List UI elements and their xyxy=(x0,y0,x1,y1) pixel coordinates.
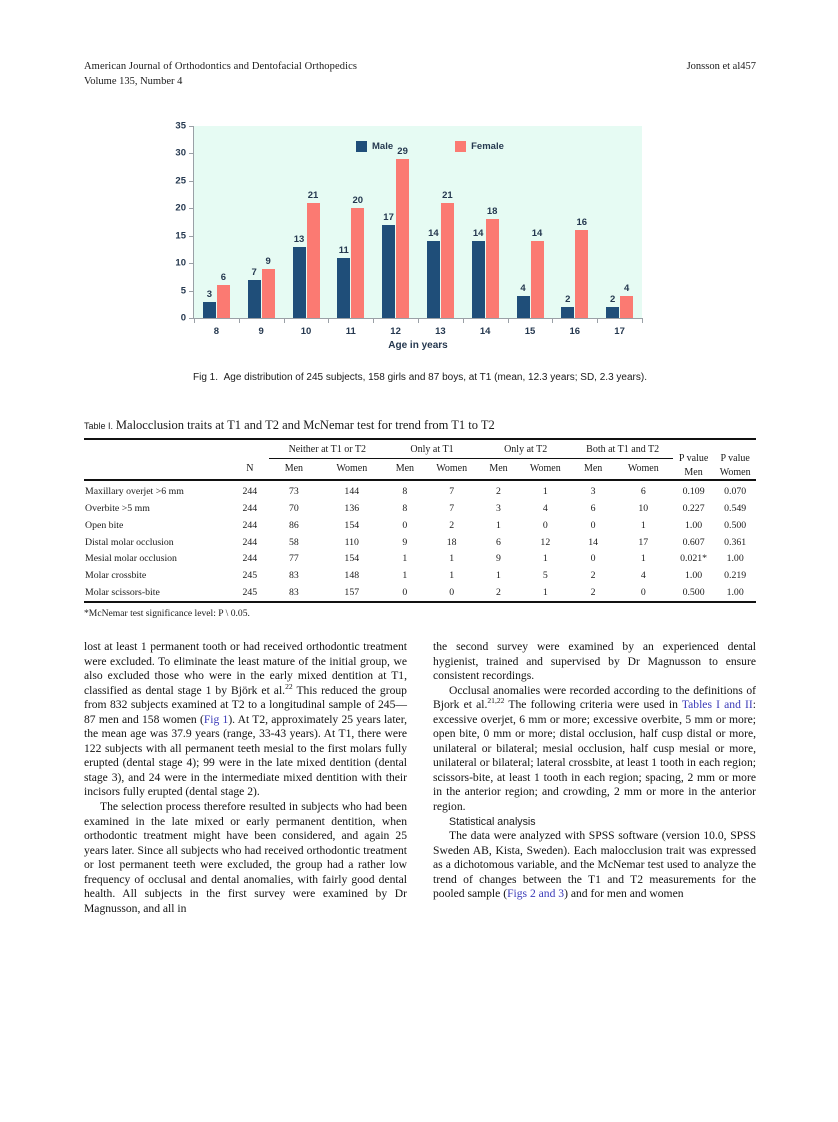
paragraph-occlusal-anomalies xyxy=(433,684,756,815)
bar-value-label: 17 xyxy=(383,211,394,223)
table-cell-both-men: 0 xyxy=(590,553,596,565)
header-pvalue-men: P value Men xyxy=(678,453,709,478)
text-run: : excessive overjet, 6 mm or more; excessive overbite, 5 mm or more; open bite, 0 mm or more; distal occlusion, half cusp distal or more, unilateral or bilateral; mesial occlusion, half cusp mesial or more, unilateral or bilateral; lateral crossbite, at least 1 tooth in each region; scissors-bite, at least 1 tooth in each region; spacing, 2 mm or more in the anterior region; and crowding, 2 mm or more in the anterior region. xyxy=(433,698,756,814)
x-axis-tick-label: 9 xyxy=(258,326,264,337)
table-cell-p-women: 0.070 xyxy=(724,486,747,498)
bar-value-label: 2 xyxy=(565,294,571,306)
bar-male-age-10 xyxy=(293,233,306,318)
x-axis-tick-label: 15 xyxy=(524,326,536,337)
bar-value-label: 6 xyxy=(220,272,227,284)
table-cell-both-women: 6 xyxy=(640,486,646,498)
bar-male-age-12 xyxy=(382,211,395,318)
text-run: ). At T2, approximately 25 years later, the mean age was 37.9 years (range, 33-43 years). At T1, there were 122 subjects with all permanent teeth mesial to the first molars fully erupted (dental stage 4); 99 were in the late mixed dentition (dental stage 3), and 24 were in the intermediate mixed dentition with their incisors fully erupted (dental stage 2). xyxy=(84,712,407,799)
y-axis-tick-label: 15 xyxy=(175,230,186,242)
empty-corner xyxy=(84,439,230,460)
x-axis-tick-mark xyxy=(284,318,285,323)
empty-n-top xyxy=(230,439,269,460)
bar-female-age-14 xyxy=(486,206,499,318)
table-cell-p-men: 1.00 xyxy=(685,570,703,582)
y-axis-tick-mark xyxy=(189,153,194,154)
table-cell-both-women: 4 xyxy=(640,570,646,582)
bar-value-label: 16 xyxy=(576,217,588,229)
table-cell-only-t2-women: 1 xyxy=(542,486,548,498)
bar-female-age-13 xyxy=(441,189,454,318)
table-title xyxy=(84,418,756,433)
table-cell-only-t1-women: 7 xyxy=(449,502,455,514)
y-axis-tick-mark xyxy=(189,181,194,182)
table-cell-only-t1-women: 2 xyxy=(449,519,455,531)
table-cell-trait: Maxillary overjet >6 mm xyxy=(85,486,184,498)
table-cell-p-men: 0.227 xyxy=(682,502,705,514)
x-axis-tick-label: 11 xyxy=(345,326,356,337)
group-header-both: Both at T1 and T2 xyxy=(572,439,672,460)
header-n: N xyxy=(246,462,254,474)
group-header-only-t1: Only at T1 xyxy=(385,439,479,460)
header-both-women: Women xyxy=(627,462,659,474)
table-cell-only-t2-women: 5 xyxy=(542,570,548,582)
legend-item-male xyxy=(356,141,393,152)
table-cell-trait: Overbite >5 mm xyxy=(85,502,150,514)
table-1 xyxy=(84,418,756,619)
table-cell-trait: Open bite xyxy=(85,519,124,531)
bar-female-age-12 xyxy=(396,145,409,318)
bar-female-age-11 xyxy=(351,195,364,318)
y-axis-tick-label: 5 xyxy=(180,285,186,297)
y-axis-tick-label: 30 xyxy=(175,147,186,159)
x-axis-tick-mark xyxy=(508,318,509,323)
table-cell-both-men: 0 xyxy=(590,519,596,531)
bar-value-label: 21 xyxy=(307,189,319,201)
group-header-only-t2: Only at T2 xyxy=(479,439,573,460)
journal-name: American Journal of Orthodontics and Dentofacial Orthopedics xyxy=(84,61,358,72)
table-row xyxy=(84,500,756,517)
table-cell-both-men: 14 xyxy=(588,536,599,548)
bar-value-label: 21 xyxy=(442,189,453,201)
paragraph-survey: the second survey were examined by an experienced dental hygienist, trained and supervised by Dr Magnusson to ensure consistent recordings. xyxy=(433,640,756,683)
table-cell-only-t1-men: 8 xyxy=(402,486,408,498)
bar-male-age-14 xyxy=(472,228,485,318)
table-cell-only-t2-men: 2 xyxy=(496,486,501,498)
x-axis-tick-label: 10 xyxy=(300,326,312,337)
table-cell-only-t2-men: 6 xyxy=(496,536,501,548)
table-cell-both-women: 17 xyxy=(638,536,649,548)
bar-value-label: 3 xyxy=(206,288,213,300)
bar-value-label: 14 xyxy=(472,228,484,240)
bar-value-label: 2 xyxy=(609,294,616,306)
bar-male-age-16 xyxy=(561,294,574,318)
x-axis-tick-mark xyxy=(194,318,195,323)
y-axis-tick-mark xyxy=(189,208,194,209)
x-axis-tick-mark xyxy=(552,318,553,323)
text-run: Occlusal anomalies were recorded according to the definitions of Bjork et al. xyxy=(433,683,756,712)
table-cell-neither-men: 70 xyxy=(288,502,299,514)
table-cell-only-t1-men: 1 xyxy=(402,570,408,582)
y-axis-tick-mark xyxy=(189,263,194,264)
table-cell-n: 244 xyxy=(242,502,258,514)
table-title-text: Malocclusion traits at T1 and T2 and McNemar test for trend from T1 to T2 xyxy=(115,418,495,432)
x-axis-tick-mark xyxy=(597,318,598,323)
header-only-t2-men: Men xyxy=(489,462,508,474)
bar-value-label: 14 xyxy=(531,228,543,240)
table-cell-p-women: 0.219 xyxy=(724,570,747,582)
x-axis-tick-label: 14 xyxy=(479,326,491,337)
bar-value-label: 20 xyxy=(352,195,364,207)
legend-swatch-male-icon xyxy=(356,141,367,152)
table-cell-only-t1-men: 9 xyxy=(402,536,408,548)
text-run: This reduced the group from 832 subjects examined at T2 to a longitudinal sample of 245—87 men and 158 women ( xyxy=(84,683,407,726)
legend-label-female: Female xyxy=(471,141,504,152)
running-head-right xyxy=(687,60,756,74)
table-cell-only-t2-women: 0 xyxy=(542,519,548,531)
table-cell-both-women: 10 xyxy=(638,502,649,514)
table-cell-both-women: 1 xyxy=(640,519,646,531)
legend-swatch-female-icon xyxy=(455,141,466,152)
y-axis-tick-label: 20 xyxy=(175,202,186,214)
table-cell-neither-women: 154 xyxy=(344,553,360,565)
bar-value-label: 14 xyxy=(428,228,439,240)
table-cell-trait: Molar scissors-bite xyxy=(85,586,160,598)
table-cell-both-women: 0 xyxy=(640,586,646,598)
group-header-row xyxy=(84,439,756,460)
malocclusion-table xyxy=(84,438,756,603)
text-run: lost at least 1 permanent tooth or had received orthodontic treatment were excluded. To eliminate the least mature of the initial group, we also excluded those who were in the early mixed dentition at T1, classified as dental stage 1 by Björk et al. xyxy=(84,640,407,697)
page-number: 457 xyxy=(740,61,756,72)
table-cell-neither-men: 86 xyxy=(288,519,299,531)
paragraph-spss xyxy=(433,829,756,902)
right-column xyxy=(433,640,756,916)
y-axis-tick-mark xyxy=(189,236,194,237)
table-row xyxy=(84,517,756,534)
article-authors: Jonsson et al xyxy=(686,61,741,72)
header-neither-men: Men xyxy=(284,462,304,474)
table-cell-n: 244 xyxy=(242,486,258,498)
section-heading-statistical-analysis: Statistical analysis xyxy=(449,815,536,828)
table-cell-only-t1-men: 0 xyxy=(402,519,408,531)
table-cell-only-t1-women: 1 xyxy=(449,553,455,565)
table-cell-only-t1-men: 8 xyxy=(402,502,408,514)
table-cell-p-women: 0.361 xyxy=(724,536,747,548)
x-axis-title: Age in years xyxy=(388,340,448,351)
table-cell-p-men: 0.607 xyxy=(682,536,705,548)
y-axis-tick-label: 35 xyxy=(175,120,186,132)
bar-male-age-15 xyxy=(517,283,530,318)
table-cell-trait: Mesial molar occlusion xyxy=(85,553,177,565)
table-cell-both-women: 1 xyxy=(640,553,646,565)
table-cell-neither-women: 110 xyxy=(344,536,359,548)
table-cell-p-men: 1.00 xyxy=(685,519,703,531)
bar-male-age-11 xyxy=(337,244,350,318)
figure-crossref-link[interactable]: Fig 1 xyxy=(203,712,229,726)
x-axis-tick-label: 17 xyxy=(614,326,625,337)
table-cell-neither-women: 136 xyxy=(344,502,360,514)
table-row xyxy=(84,534,756,551)
table-cell-only-t1-men: 0 xyxy=(402,586,408,598)
table-cell-only-t2-men: 2 xyxy=(496,586,501,598)
table-cell-neither-women: 144 xyxy=(344,486,360,498)
table-cell-only-t1-women: 1 xyxy=(449,570,455,582)
bar-value-label: 11 xyxy=(338,244,349,256)
paragraph-selection-process: The selection process therefore resulted in subjects who had been examined in the late mixed or early permanent dentition, when orthodontic treatment might have been considered, and again 25 years later. Since all subjects who had received orthodontic treatment or lost permanent teeth were excluded, the group had a rather low frequency of occlusal and dental anomalies, with fairly good dental health. All subjects in the first survey were examined by Dr Magnusson, and all in xyxy=(84,800,407,915)
table-cell-neither-women: 157 xyxy=(344,586,360,598)
text-run: The data were analyzed with SPSS software (version 10.0, SPSS Sweden AB, Kista, Sweden). Each malocclusion trait was expressed as a dichotomous variable, and the McNemar test used to analyze the trend of changes between the T1 and T2 measurements for the pooled sample ( xyxy=(433,829,756,901)
table-cell-only-t1-women: 18 xyxy=(446,536,457,548)
reference-marker: 22 xyxy=(285,681,293,691)
table-cell-p-women: 0.500 xyxy=(724,519,747,531)
legend-label-male: Male xyxy=(372,141,394,152)
table-cell-p-men: 0.109 xyxy=(682,486,705,498)
x-axis-tick-mark xyxy=(328,318,329,323)
group-header-neither: Neither at T1 or T2 xyxy=(269,439,385,460)
table-cell-only-t2-women: 12 xyxy=(540,536,551,548)
x-axis-tick-mark xyxy=(642,318,643,323)
table-cell-neither-women: 154 xyxy=(344,519,360,531)
table-cell-p-men: 0.500 xyxy=(682,586,705,598)
y-axis-tick-label: 25 xyxy=(175,175,186,187)
table-cell-neither-men: 83 xyxy=(288,586,299,598)
bar-value-label: 9 xyxy=(265,255,271,267)
bar-value-label: 4 xyxy=(623,283,630,295)
table-cell-only-t2-men: 1 xyxy=(496,570,501,582)
table-cell-n: 245 xyxy=(242,570,258,582)
text-run: ) and for men and women xyxy=(564,887,684,901)
bar-female-age-10 xyxy=(307,189,320,318)
table-body xyxy=(84,480,756,602)
header-only-t2-women: Women xyxy=(529,462,561,474)
text-run: The following criteria were used in xyxy=(504,698,682,712)
bar-male-age-17 xyxy=(606,294,619,318)
table-cell-n: 245 xyxy=(242,586,258,598)
header-both-men: Men xyxy=(583,462,603,474)
bar-male-age-13 xyxy=(427,228,440,318)
bar-chart xyxy=(84,118,756,358)
sub-header-row xyxy=(84,460,756,481)
x-axis-tick-label: 12 xyxy=(390,326,401,337)
table-cell-p-men: 0.021* xyxy=(680,553,708,565)
table-cell-both-men: 2 xyxy=(590,586,596,598)
header-neither-women: Women xyxy=(336,462,368,474)
figure-caption-text: Age distribution of 245 subjects, 158 girls and 87 boys, at T1 (mean, 12.3 years; SD, 2.3 years). xyxy=(223,372,647,383)
table-cell-only-t1-women: 7 xyxy=(449,486,455,498)
x-axis-tick-mark xyxy=(239,318,240,323)
bar-value-label: 7 xyxy=(251,266,257,278)
table-cell-only-t1-women: 0 xyxy=(449,586,455,598)
header-only-t1-men: Men xyxy=(395,462,415,474)
legend-item-female xyxy=(455,141,504,152)
table-cell-trait: Distal molar occlusion xyxy=(85,536,174,548)
figure-caption xyxy=(84,372,756,383)
y-axis-tick-mark xyxy=(189,291,194,292)
table-row xyxy=(84,480,756,500)
table-cell-only-t2-men: 3 xyxy=(496,502,501,514)
header-only-t1-women: Women xyxy=(436,462,468,474)
table-cell-p-women: 1.00 xyxy=(726,586,744,598)
bar-female-age-8 xyxy=(217,272,230,318)
x-axis-tick-label: 8 xyxy=(213,326,220,337)
chart-plot xyxy=(175,120,642,337)
bar-value-label: 13 xyxy=(293,233,305,245)
bar-female-age-9 xyxy=(262,255,275,318)
table-footnote: *McNemar test significance level: P \ 0.05. xyxy=(84,608,250,620)
table-cell-neither-men: 73 xyxy=(288,486,299,498)
bar-value-label: 29 xyxy=(397,145,408,157)
x-axis-tick-label: 16 xyxy=(569,326,581,337)
bar-female-age-16 xyxy=(575,217,588,318)
table-row xyxy=(84,551,756,568)
bar-female-age-17 xyxy=(620,283,633,318)
table-cell-both-men: 2 xyxy=(590,570,596,582)
x-axis-tick-label: 13 xyxy=(435,326,446,337)
table-cell-neither-men: 83 xyxy=(288,570,299,582)
table-cell-neither-men: 77 xyxy=(288,553,299,565)
table-cell-p-women: 1.00 xyxy=(726,553,744,565)
table-cell-p-women: 0.549 xyxy=(724,502,747,514)
table-cell-only-t2-women: 1 xyxy=(542,553,548,565)
table-cell-only-t2-women: 4 xyxy=(542,502,548,514)
table-cell-neither-men: 58 xyxy=(288,536,299,548)
paragraph-continuation xyxy=(84,640,407,800)
empty-trait-head xyxy=(84,460,230,481)
table-cell-both-men: 3 xyxy=(590,486,596,498)
table-row xyxy=(84,584,756,602)
bar-male-age-9 xyxy=(248,266,261,318)
bar-female-age-15 xyxy=(531,228,544,318)
volume-issue: Volume 135, Number 4 xyxy=(84,76,183,87)
table-head xyxy=(84,439,756,480)
reference-marker: 21,22 xyxy=(487,696,505,706)
table-row xyxy=(84,568,756,585)
bar-value-label: 18 xyxy=(486,206,498,218)
bar-male-age-8 xyxy=(203,288,216,318)
table-cell-only-t2-men: 1 xyxy=(496,519,501,531)
table-cell-only-t2-women: 1 xyxy=(542,586,548,598)
table-cell-neither-women: 148 xyxy=(344,570,360,582)
table-crossref-link[interactable]: Tables I and II xyxy=(681,698,753,712)
running-head xyxy=(84,60,756,89)
left-column xyxy=(84,640,407,916)
y-axis-tick-label: 0 xyxy=(180,312,186,324)
figure-1 xyxy=(84,118,756,358)
chart-legend xyxy=(356,141,586,152)
table-cell-both-men: 6 xyxy=(590,502,596,514)
table-cell-n: 244 xyxy=(242,519,258,531)
bar-value-label: 4 xyxy=(520,283,526,295)
table-cell-only-t2-men: 9 xyxy=(496,553,501,565)
table-label: Table I. xyxy=(84,421,114,431)
x-axis-tick-mark xyxy=(463,318,464,323)
table-cell-only-t1-men: 1 xyxy=(402,553,408,565)
table-cell-trait: Molar crossbite xyxy=(85,570,147,582)
x-axis-tick-mark xyxy=(373,318,374,323)
y-axis-tick-mark xyxy=(189,126,194,127)
figure-number: Fig 1. xyxy=(193,372,219,383)
figures-crossref-link[interactable]: Figs 2 and 3 xyxy=(507,887,565,901)
body-columns xyxy=(84,640,756,916)
x-axis-tick-mark xyxy=(418,318,419,323)
table-cell-n: 244 xyxy=(242,536,258,548)
y-axis-tick-label: 10 xyxy=(175,257,186,269)
header-pvalue-women: P value Women xyxy=(719,453,751,478)
table-cell-n: 244 xyxy=(242,553,258,565)
